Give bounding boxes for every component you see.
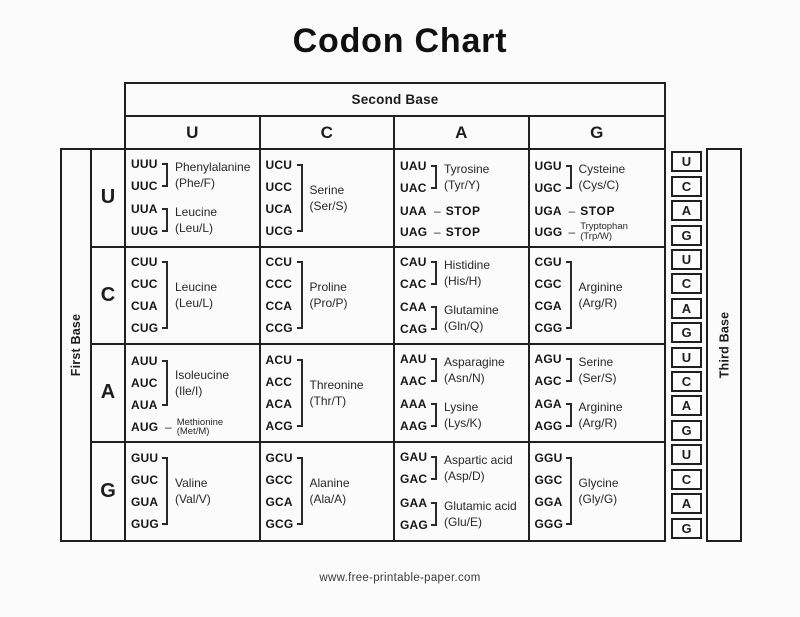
codon-group (535, 202, 662, 220)
codon: AGG (534, 419, 563, 434)
codon-group (400, 296, 525, 340)
second-base-column-header-a: A (395, 117, 530, 148)
codon-group (535, 223, 662, 241)
third-base-cell-c: C (671, 176, 702, 197)
codon-group (400, 223, 525, 241)
group-bracket (431, 456, 437, 480)
codon-group (131, 251, 256, 339)
amino-acid-name: Proline (309, 280, 347, 295)
codon-list (131, 350, 162, 416)
codon: AUC (131, 375, 158, 390)
codon-cell-ga (395, 443, 530, 541)
group-bracket (431, 502, 437, 526)
codon: AAU (400, 352, 427, 367)
amino-acid (579, 348, 617, 392)
codon-list (266, 251, 297, 339)
codon-group (266, 251, 391, 339)
amino-acid-name: Glycine (578, 476, 619, 491)
amino-acid-name: Tyrosine (444, 161, 490, 176)
codon: CUA (131, 299, 158, 314)
amino-acid-abbr: (Asn/N) (444, 371, 485, 386)
amino-acid-name: Cysteine (578, 161, 626, 176)
codon-list (400, 251, 431, 295)
codon: CCU (265, 255, 293, 270)
third-base-cell-u: U (671, 249, 702, 270)
codon-list (535, 155, 566, 199)
amino-acid (579, 251, 623, 339)
codon-cell-uu (126, 150, 261, 248)
codon-list (400, 348, 431, 392)
codon-group (266, 349, 391, 437)
amino-acid-abbr: (Arg/R) (578, 416, 618, 431)
amino-acid-name: Arginine (578, 280, 623, 295)
codon: AUA (131, 397, 158, 412)
third-base-cell-c: C (671, 371, 702, 392)
codon: CAG (400, 321, 428, 336)
codon-group (535, 155, 662, 199)
codon-list (131, 447, 162, 535)
amino-acid-name: Alanine (309, 476, 350, 491)
group-bracket (566, 261, 572, 329)
dash-connector: – (434, 203, 441, 218)
third-base-cell-c: C (671, 469, 702, 490)
codon-list (131, 198, 162, 242)
codon: GCA (265, 495, 293, 510)
amino-acid-name: Serine (309, 182, 345, 197)
codon: AUG (131, 420, 159, 434)
third-base-cell-a: A (671, 298, 702, 319)
amino-acid-abbr: (Tyr/Y) (444, 177, 480, 192)
first-base-header (60, 148, 92, 542)
group-bracket (297, 261, 303, 329)
second-base-column-header-c: C (261, 117, 396, 148)
codon: ACA (265, 396, 293, 411)
codon-list (400, 393, 431, 437)
codon: UCU (265, 157, 293, 172)
group-bracket (162, 360, 168, 406)
amino-acid (444, 348, 505, 392)
amino-acid-abbr: (Asp/D) (444, 469, 485, 484)
codon-list (131, 153, 162, 197)
codon: GCG (265, 517, 294, 532)
first-base-row-label-c: C (92, 248, 124, 346)
amino-acid (175, 153, 250, 197)
codon-cell-aa (395, 345, 530, 443)
amino-acid-abbr: (Ile/I) (175, 383, 203, 398)
codon: AAA (400, 397, 427, 412)
codon: GAG (400, 518, 428, 533)
amino-acid (580, 203, 615, 219)
amino-acid-name: STOP (445, 224, 481, 239)
codon: AGU (534, 352, 562, 367)
codon-group (400, 155, 525, 199)
codon-group (131, 198, 256, 242)
codon-group (535, 447, 662, 535)
amino-acid-name: STOP (445, 203, 481, 218)
codon: UUC (131, 179, 158, 194)
amino-acid (175, 350, 229, 416)
codon-cell-gg (530, 443, 665, 541)
codon: CCC (265, 277, 293, 292)
third-base-column (669, 148, 704, 542)
codon: GUG (131, 517, 159, 532)
codon: GUU (131, 451, 159, 466)
group-bracket (431, 403, 437, 427)
amino-acid (444, 155, 489, 199)
codon-cell-gc (261, 443, 396, 541)
codon: UCA (265, 201, 293, 216)
amino-acid (446, 203, 481, 219)
codon: UUG (131, 224, 159, 239)
amino-acid-name: Threonine (309, 377, 364, 392)
codon: GUC (131, 473, 159, 488)
codon-list (535, 251, 566, 339)
amino-acid (444, 492, 517, 536)
group-bracket (162, 163, 168, 187)
codon: GCC (265, 473, 293, 488)
group-bracket (566, 358, 572, 382)
codon: CCA (265, 299, 293, 314)
amino-acid (580, 222, 628, 241)
amino-acid-abbr: (Pro/P) (309, 296, 348, 311)
amino-acid-abbr: (Arg/R) (578, 296, 618, 311)
amino-acid-name: Valine (175, 476, 208, 491)
amino-acid (310, 154, 348, 242)
group-bracket (297, 359, 303, 427)
amino-acid-name: Tryptophan (580, 221, 628, 233)
codon-grid (124, 148, 666, 542)
footer-url: www.free-printable-paper.com (319, 572, 481, 584)
amino-acid-abbr: (Ala/A) (309, 492, 347, 507)
amino-acid-name: Serine (578, 355, 614, 370)
codon-cell-ua (395, 150, 530, 248)
group-bracket (162, 261, 168, 329)
codon: CUC (131, 277, 158, 292)
codon-cell-uc (261, 150, 396, 248)
amino-acid-abbr: (Leu/L) (175, 221, 214, 236)
third-base-cell-g: G (671, 322, 702, 343)
codon: UUU (131, 157, 158, 172)
codon: GAU (400, 450, 428, 465)
codon-group (535, 393, 662, 437)
codon: UAG (400, 224, 428, 239)
codon-cell-ac (261, 345, 396, 443)
codon: ACU (265, 352, 293, 367)
codon-group (535, 251, 662, 339)
amino-acid-name: Glutamine (444, 302, 499, 317)
amino-acid-abbr: (Lys/K) (444, 416, 482, 431)
codon-list (266, 447, 297, 535)
group-bracket (162, 208, 168, 232)
codon: CGG (534, 321, 563, 336)
codon: UAU (400, 158, 427, 173)
codon-group (131, 447, 256, 535)
codon: AGC (534, 374, 562, 389)
group-bracket (566, 165, 572, 189)
codon-list (400, 446, 431, 490)
amino-acid (310, 447, 350, 535)
amino-acid-name: Arginine (578, 400, 623, 415)
third-base-cell-a: A (671, 395, 702, 416)
third-base-cell-u: U (671, 444, 702, 465)
codon-group (400, 202, 525, 220)
third-base-cell-g: G (671, 420, 702, 441)
codon-list (131, 420, 162, 434)
first-base-label: First Base (69, 313, 84, 377)
group-bracket (431, 261, 437, 285)
codon-list (400, 296, 431, 340)
amino-acid-abbr: (Ser/S) (309, 198, 348, 213)
codon-cell-ag (530, 345, 665, 443)
first-base-letters-column (90, 148, 126, 542)
third-base-cell-c: C (671, 273, 702, 294)
codon: GGG (534, 517, 564, 532)
third-base-cell-u: U (671, 347, 702, 368)
codon: CUU (131, 255, 158, 270)
amino-acid-name: Methionine (176, 416, 224, 428)
third-base-header (706, 148, 742, 542)
codon: CGU (534, 255, 562, 270)
third-base-cell-g: G (671, 225, 702, 246)
third-base-cell-g: G (671, 518, 702, 539)
first-base-row-label-g: G (100, 479, 116, 502)
codon-cell-ca (395, 248, 530, 346)
codon-cell-cu (126, 248, 261, 346)
group-bracket (297, 457, 303, 525)
codon: CAA (400, 299, 427, 314)
codon-cell-gu (126, 443, 261, 541)
codon-list (535, 204, 566, 218)
codon-group (400, 393, 525, 437)
codon-list (535, 447, 566, 535)
codon: ACG (265, 418, 293, 433)
codon-group (266, 154, 391, 242)
amino-acid (175, 447, 211, 535)
codon-group (400, 446, 525, 490)
codon: ACC (265, 374, 293, 389)
amino-acid-name: Lysine (444, 400, 479, 415)
codon: CCG (265, 321, 293, 336)
amino-acid-abbr: (Glu/E) (444, 515, 483, 530)
codon-group (400, 492, 525, 536)
amino-acid-name: Leucine (175, 280, 218, 295)
codon: UGC (534, 180, 562, 195)
second-base-column-header-u: U (126, 117, 261, 148)
codon-list (266, 154, 297, 242)
amino-acid (444, 393, 482, 437)
amino-acid (310, 251, 348, 339)
codon: AAC (400, 374, 427, 389)
amino-acid (444, 296, 499, 340)
codon: UAA (400, 203, 427, 218)
amino-acid (579, 393, 623, 437)
group-bracket (297, 164, 303, 232)
codon-list (400, 155, 431, 199)
amino-acid-name: Asparagine (444, 355, 505, 370)
second-base-label: Second Base (126, 84, 664, 117)
amino-acid-name: Aspartic acid (444, 453, 513, 468)
codon-group (400, 251, 525, 295)
codon-cell-au (126, 345, 261, 443)
codon: GUA (131, 495, 159, 510)
amino-acid-name: STOP (580, 203, 616, 218)
codon: AGA (534, 397, 562, 412)
amino-acid-abbr: (Met/M) (176, 426, 210, 437)
codon: GAC (400, 472, 428, 487)
codon: GGA (534, 495, 563, 510)
amino-acid-abbr: (Gly/G) (578, 492, 618, 507)
codon-group (131, 153, 256, 197)
codon-list (535, 348, 566, 392)
codon: UCC (265, 179, 293, 194)
amino-acid-name: Isoleucine (175, 367, 230, 382)
codon-list (400, 225, 431, 239)
codon-list (400, 492, 431, 536)
codon-group (131, 418, 256, 436)
codon: GGC (534, 473, 563, 488)
codon: UCG (265, 223, 293, 238)
codon: UGG (534, 224, 563, 239)
codon: GCU (265, 451, 293, 466)
amino-acid-abbr: (Gln/Q) (444, 318, 484, 333)
amino-acid-abbr: (Cys/C) (578, 177, 620, 192)
codon: UGA (534, 203, 562, 218)
amino-acid (444, 251, 490, 295)
amino-acid-name: Phenylalanine (175, 160, 251, 175)
amino-acid-name: Leucine (175, 205, 218, 220)
dash-connector: – (434, 224, 441, 239)
codon: UUA (131, 202, 158, 217)
amino-acid-abbr: (Trp/W) (580, 230, 613, 242)
second-base-column-header-g: G (590, 122, 604, 142)
amino-acid-abbr: (Ser/S) (578, 371, 617, 386)
amino-acid (579, 447, 619, 535)
amino-acid-name: Histidine (444, 257, 491, 272)
codon: AAG (400, 419, 428, 434)
amino-acid-abbr: (His/H) (444, 273, 482, 288)
codon: CGA (534, 299, 562, 314)
third-base-cell-a: A (671, 493, 702, 514)
codon-cell-ug (530, 150, 665, 248)
amino-acid-abbr: (Val/V) (175, 492, 211, 507)
second-base-header (124, 82, 666, 150)
amino-acid (310, 349, 364, 437)
amino-acid-abbr: (Thr/T) (309, 393, 347, 408)
codon-cell-cc (261, 248, 396, 346)
codon-cell-cg (530, 248, 665, 346)
amino-acid-name: Glutamic acid (444, 499, 517, 514)
amino-acid (444, 446, 513, 490)
dash-connector: – (568, 224, 576, 239)
codon: UAC (400, 180, 427, 195)
codon-list (266, 349, 297, 437)
third-base-label: Third Base (717, 311, 732, 379)
dash-connector: – (165, 420, 172, 434)
first-base-row-label-a: A (92, 345, 124, 443)
codon-list (535, 225, 566, 239)
codon-group (400, 348, 525, 392)
group-bracket (431, 165, 437, 189)
group-bracket (431, 306, 437, 330)
codon: CAU (400, 254, 427, 269)
amino-acid-abbr: (Phe/F) (175, 176, 216, 191)
codon: UGU (534, 158, 562, 173)
second-base-letters-row (126, 117, 664, 148)
group-bracket (566, 403, 572, 427)
amino-acid (175, 198, 217, 242)
amino-acid (175, 251, 217, 339)
first-base-row-label-u: U (92, 150, 124, 248)
amino-acid (446, 224, 481, 240)
amino-acid (579, 155, 626, 199)
third-base-cell-a: A (671, 200, 702, 221)
codon: CUG (131, 321, 159, 336)
codon-list (131, 251, 162, 339)
codon-list (400, 204, 431, 218)
codon: GAA (400, 496, 428, 511)
page-title: Codon Chart (292, 22, 508, 60)
codon-group (535, 348, 662, 392)
codon: GGU (534, 451, 563, 466)
codon-group (266, 447, 391, 535)
codon-list (535, 393, 566, 437)
amino-acid-abbr: (Leu/L) (175, 296, 214, 311)
group-bracket (431, 358, 437, 382)
codon: CGC (534, 277, 562, 292)
group-bracket (162, 457, 168, 525)
codon: CAC (400, 276, 427, 291)
codon: AUU (131, 353, 158, 368)
third-base-cell-u: U (671, 151, 702, 172)
group-bracket (566, 457, 572, 525)
amino-acid (177, 418, 223, 437)
codon-group (131, 350, 256, 416)
dash-connector: – (568, 203, 576, 218)
